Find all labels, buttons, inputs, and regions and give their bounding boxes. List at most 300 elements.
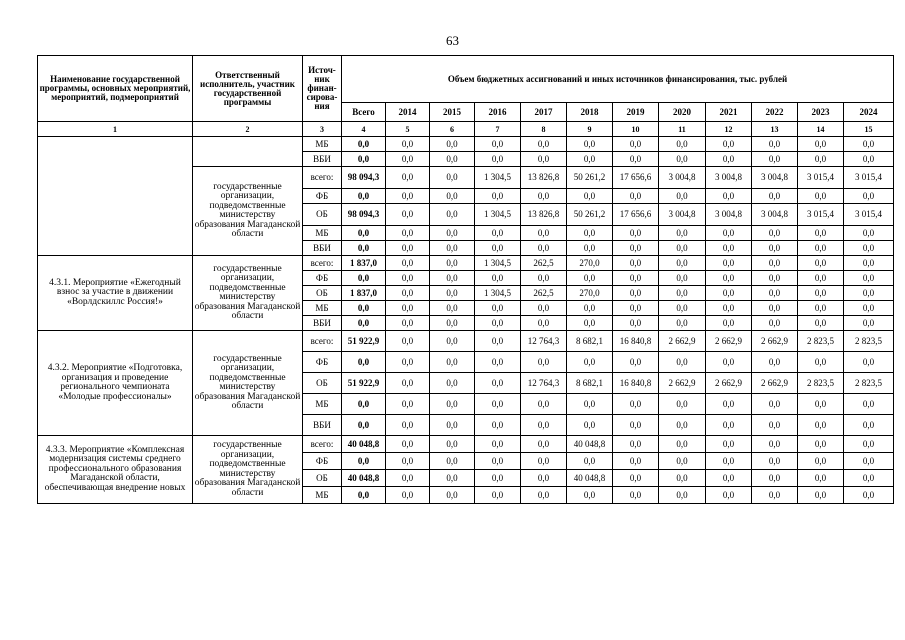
value-year: 0,0	[475, 470, 521, 487]
value-year: 0,0	[475, 331, 521, 352]
value-total: 0,0	[342, 137, 386, 152]
value-year: 0,0	[798, 189, 844, 204]
value-year: 0,0	[752, 436, 798, 453]
value-year: 0,0	[659, 226, 706, 241]
value-year: 0,0	[659, 241, 706, 256]
value-year: 0,0	[521, 152, 567, 167]
value-year: 0,0	[430, 415, 475, 436]
value-year: 0,0	[659, 436, 706, 453]
value-year: 0,0	[844, 241, 894, 256]
value-year: 8 682,1	[567, 331, 613, 352]
value-year: 1 304,5	[475, 204, 521, 226]
value-year: 0,0	[430, 152, 475, 167]
value-year: 0,0	[386, 189, 430, 204]
value-year: 0,0	[521, 316, 567, 331]
value-year: 0,0	[706, 301, 752, 316]
column-number: 1	[38, 122, 193, 137]
value-year: 0,0	[752, 487, 798, 504]
value-year: 1 304,5	[475, 167, 521, 189]
value-year: 0,0	[386, 152, 430, 167]
activity-name: 4.3.1. Мероприятие «Ежегодный взнос за участие в движении «Ворлдскиллс Россия!»	[38, 256, 193, 331]
value-year: 0,0	[706, 152, 752, 167]
column-number: 15	[844, 122, 894, 137]
value-year: 0,0	[430, 241, 475, 256]
value-year: 0,0	[430, 189, 475, 204]
column-number: 7	[475, 122, 521, 137]
value-year: 0,0	[613, 241, 659, 256]
value-year: 0,0	[844, 453, 894, 470]
value-year: 0,0	[567, 271, 613, 286]
value-year: 0,0	[475, 137, 521, 152]
value-year: 0,0	[430, 394, 475, 415]
funding-source: ФБ	[303, 453, 342, 470]
value-year: 0,0	[613, 271, 659, 286]
responsible-executor: государственные организации, подведомственные министерству образования Магаданской области	[193, 436, 303, 504]
value-year: 0,0	[798, 436, 844, 453]
value-year: 0,0	[798, 226, 844, 241]
value-year: 0,0	[613, 487, 659, 504]
value-year: 0,0	[386, 453, 430, 470]
value-year: 0,0	[386, 167, 430, 189]
value-year: 0,0	[613, 415, 659, 436]
value-year: 2 823,5	[798, 373, 844, 394]
value-year: 12 764,3	[521, 373, 567, 394]
value-year: 0,0	[567, 137, 613, 152]
value-year: 0,0	[521, 487, 567, 504]
funding-source: ОБ	[303, 373, 342, 394]
value-year: 0,0	[430, 137, 475, 152]
value-year: 0,0	[706, 352, 752, 373]
value-total: 0,0	[342, 241, 386, 256]
column-number: 6	[430, 122, 475, 137]
value-year: 0,0	[430, 204, 475, 226]
value-year: 40 048,8	[567, 470, 613, 487]
value-year: 0,0	[430, 316, 475, 331]
table-row	[38, 137, 894, 152]
value-year: 0,0	[613, 470, 659, 487]
value-year: 0,0	[659, 352, 706, 373]
header-year-5: 2018	[567, 103, 613, 122]
value-total: 40 048,8	[342, 436, 386, 453]
header-year-10: 2023	[798, 103, 844, 122]
value-year: 40 048,8	[567, 436, 613, 453]
value-year: 0,0	[706, 470, 752, 487]
funding-source: всего:	[303, 436, 342, 453]
value-year: 0,0	[752, 241, 798, 256]
value-year: 0,0	[706, 453, 752, 470]
value-year: 0,0	[752, 394, 798, 415]
value-year: 0,0	[798, 487, 844, 504]
value-year: 0,0	[475, 301, 521, 316]
value-year: 0,0	[844, 352, 894, 373]
value-year: 0,0	[706, 137, 752, 152]
value-year: 0,0	[386, 301, 430, 316]
value-year: 0,0	[706, 394, 752, 415]
header-year-8: 2021	[706, 103, 752, 122]
value-year: 0,0	[567, 415, 613, 436]
value-year: 0,0	[475, 189, 521, 204]
value-year: 0,0	[475, 316, 521, 331]
value-year: 0,0	[475, 487, 521, 504]
column-number: 2	[193, 122, 303, 137]
value-year: 0,0	[567, 226, 613, 241]
value-year: 2 662,9	[752, 331, 798, 352]
table-row	[38, 256, 894, 271]
value-year: 16 840,8	[613, 373, 659, 394]
value-year: 0,0	[613, 301, 659, 316]
value-total: 0,0	[342, 301, 386, 316]
funding-source: МБ	[303, 226, 342, 241]
value-year: 0,0	[706, 271, 752, 286]
value-total: 0,0	[342, 415, 386, 436]
value-year: 0,0	[430, 436, 475, 453]
value-year: 3 015,4	[798, 204, 844, 226]
funding-source: МБ	[303, 301, 342, 316]
value-year: 0,0	[521, 137, 567, 152]
value-year: 0,0	[386, 487, 430, 504]
header-year-1: 2014	[386, 103, 430, 122]
funding-source: ФБ	[303, 189, 342, 204]
column-number: 9	[567, 122, 613, 137]
value-total: 40 048,8	[342, 470, 386, 487]
value-year: 0,0	[752, 226, 798, 241]
value-year: 0,0	[659, 394, 706, 415]
value-year: 0,0	[613, 152, 659, 167]
value-year: 0,0	[706, 316, 752, 331]
value-year: 0,0	[567, 453, 613, 470]
value-year: 0,0	[659, 470, 706, 487]
value-year: 0,0	[521, 470, 567, 487]
value-year: 0,0	[386, 316, 430, 331]
value-year: 50 261,2	[567, 167, 613, 189]
value-year: 3 015,4	[844, 167, 894, 189]
value-year: 1 304,5	[475, 256, 521, 271]
value-year: 0,0	[752, 301, 798, 316]
column-number: 10	[613, 122, 659, 137]
column-number: 14	[798, 122, 844, 137]
value-year: 0,0	[752, 137, 798, 152]
value-year: 0,0	[752, 352, 798, 373]
value-year: 0,0	[659, 271, 706, 286]
value-total: 0,0	[342, 152, 386, 167]
value-year: 0,0	[844, 226, 894, 241]
value-year: 0,0	[521, 241, 567, 256]
value-year: 0,0	[659, 137, 706, 152]
value-year: 1 304,5	[475, 286, 521, 301]
value-year: 0,0	[475, 152, 521, 167]
funding-source: ВБИ	[303, 152, 342, 167]
value-year: 0,0	[844, 137, 894, 152]
value-year: 0,0	[798, 470, 844, 487]
header-year-11: 2024	[844, 103, 894, 122]
value-year: 0,0	[386, 394, 430, 415]
funding-source: МБ	[303, 487, 342, 504]
value-year: 0,0	[475, 436, 521, 453]
value-year: 3 004,8	[659, 204, 706, 226]
responsible-executor: государственные организации, подведомственные министерству образования Магаданской области	[193, 331, 303, 436]
value-year: 0,0	[613, 256, 659, 271]
responsible-executor	[193, 137, 303, 167]
value-year: 0,0	[798, 286, 844, 301]
value-year: 0,0	[798, 453, 844, 470]
value-year: 0,0	[567, 241, 613, 256]
value-year: 0,0	[706, 256, 752, 271]
value-year: 0,0	[386, 352, 430, 373]
value-year: 0,0	[521, 394, 567, 415]
value-year: 0,0	[706, 241, 752, 256]
header-year-7: 2020	[659, 103, 706, 122]
value-year: 0,0	[386, 256, 430, 271]
funding-source: ОБ	[303, 470, 342, 487]
funding-source: всего:	[303, 167, 342, 189]
funding-source: всего:	[303, 256, 342, 271]
value-year: 0,0	[798, 271, 844, 286]
value-year: 0,0	[567, 189, 613, 204]
value-year: 0,0	[386, 241, 430, 256]
value-year: 0,0	[844, 316, 894, 331]
value-year: 0,0	[430, 226, 475, 241]
value-year: 0,0	[613, 453, 659, 470]
value-year: 0,0	[567, 152, 613, 167]
header-program-name: Наименование государственной программы, основных мероприятий, мероприятий, подмероприятий	[38, 56, 193, 122]
value-year: 0,0	[386, 331, 430, 352]
value-year: 0,0	[752, 256, 798, 271]
value-year: 8 682,1	[567, 373, 613, 394]
value-total: 0,0	[342, 453, 386, 470]
value-year: 0,0	[613, 189, 659, 204]
value-year: 0,0	[475, 394, 521, 415]
value-year: 0,0	[430, 331, 475, 352]
value-year: 0,0	[613, 226, 659, 241]
funding-source: ФБ	[303, 271, 342, 286]
value-year: 0,0	[475, 415, 521, 436]
value-year: 0,0	[798, 152, 844, 167]
activity-name: 4.3.3. Мероприятие «Комплексная модернизация системы среднего профессионального образования Магаданской области, обеспечивающая внедрение новых	[38, 436, 193, 504]
value-year: 270,0	[567, 286, 613, 301]
value-total: 0,0	[342, 487, 386, 504]
value-year: 0,0	[613, 436, 659, 453]
activity-name: 4.3.2. Мероприятие «Подготовка, организация и проведение регионального чемпионата «Молодые профессионалы»	[38, 331, 193, 436]
value-year: 0,0	[752, 152, 798, 167]
value-year: 0,0	[659, 316, 706, 331]
funding-source: ВБИ	[303, 241, 342, 256]
value-year: 0,0	[521, 436, 567, 453]
header-responsible: Ответственный исполнитель, участник государственной программы	[193, 56, 303, 122]
value-year: 0,0	[706, 189, 752, 204]
value-year: 0,0	[844, 301, 894, 316]
value-year: 3 004,8	[706, 204, 752, 226]
value-year: 0,0	[430, 352, 475, 373]
value-total: 51 922,9	[342, 373, 386, 394]
value-year: 0,0	[659, 487, 706, 504]
value-year: 0,0	[798, 415, 844, 436]
value-year: 0,0	[430, 256, 475, 271]
value-total: 0,0	[342, 352, 386, 373]
value-total: 51 922,9	[342, 331, 386, 352]
value-year: 0,0	[430, 373, 475, 394]
funding-source: МБ	[303, 137, 342, 152]
value-year: 0,0	[475, 226, 521, 241]
value-total: 0,0	[342, 189, 386, 204]
funding-source: ОБ	[303, 286, 342, 301]
value-year: 0,0	[521, 189, 567, 204]
header-year-3: 2016	[475, 103, 521, 122]
value-year: 0,0	[567, 352, 613, 373]
responsible-executor: государственные организации, подведомственные министерству образования Магаданской области	[193, 256, 303, 331]
value-year: 0,0	[844, 394, 894, 415]
value-year: 0,0	[430, 167, 475, 189]
funding-source: всего:	[303, 331, 342, 352]
value-year: 0,0	[386, 137, 430, 152]
value-year: 0,0	[844, 271, 894, 286]
table-row	[38, 331, 894, 352]
value-year: 0,0	[706, 226, 752, 241]
value-year: 0,0	[475, 373, 521, 394]
value-year: 16 840,8	[613, 331, 659, 352]
value-year: 0,0	[567, 316, 613, 331]
value-year: 0,0	[430, 301, 475, 316]
value-year: 3 004,8	[706, 167, 752, 189]
column-number: 8	[521, 122, 567, 137]
value-year: 0,0	[752, 453, 798, 470]
value-year: 0,0	[798, 394, 844, 415]
value-year: 0,0	[430, 453, 475, 470]
value-year: 0,0	[798, 301, 844, 316]
header-year-4: 2017	[521, 103, 567, 122]
value-year: 0,0	[844, 256, 894, 271]
value-year: 0,0	[475, 271, 521, 286]
funding-source: МБ	[303, 394, 342, 415]
value-year: 0,0	[521, 301, 567, 316]
value-total: 0,0	[342, 271, 386, 286]
value-year: 0,0	[659, 152, 706, 167]
financing-table	[37, 55, 894, 504]
value-year: 2 662,9	[706, 373, 752, 394]
value-year: 2 662,9	[659, 331, 706, 352]
value-year: 0,0	[475, 241, 521, 256]
value-year: 0,0	[613, 352, 659, 373]
value-year: 0,0	[798, 256, 844, 271]
funding-source: ВБИ	[303, 316, 342, 331]
value-year: 0,0	[659, 415, 706, 436]
value-year: 0,0	[798, 137, 844, 152]
value-year: 0,0	[844, 415, 894, 436]
value-year: 2 662,9	[659, 373, 706, 394]
value-year: 0,0	[752, 286, 798, 301]
value-year: 0,0	[844, 286, 894, 301]
value-year: 0,0	[613, 137, 659, 152]
funding-source: ФБ	[303, 352, 342, 373]
value-year: 0,0	[430, 286, 475, 301]
value-year: 0,0	[521, 453, 567, 470]
column-number: 12	[706, 122, 752, 137]
value-year: 0,0	[798, 316, 844, 331]
value-year: 0,0	[386, 470, 430, 487]
value-year: 3 004,8	[752, 204, 798, 226]
value-year: 0,0	[659, 189, 706, 204]
value-year: 0,0	[659, 286, 706, 301]
value-year: 0,0	[430, 271, 475, 286]
table-row	[38, 436, 894, 453]
value-year: 0,0	[659, 453, 706, 470]
value-year: 0,0	[386, 415, 430, 436]
column-number: 5	[386, 122, 430, 137]
value-year: 0,0	[430, 487, 475, 504]
value-total: 0,0	[342, 394, 386, 415]
value-year: 17 656,6	[613, 204, 659, 226]
column-number: 4	[342, 122, 386, 137]
value-year: 0,0	[386, 436, 430, 453]
value-year: 0,0	[521, 352, 567, 373]
column-number: 3	[303, 122, 342, 137]
value-year: 270,0	[567, 256, 613, 271]
value-year: 0,0	[386, 204, 430, 226]
value-year: 0,0	[613, 286, 659, 301]
value-year: 0,0	[567, 301, 613, 316]
header-financing-volume: Объем бюджетных ассигнований и иных источников финансирования, тыс. рублей	[342, 56, 894, 103]
value-year: 3 004,8	[659, 167, 706, 189]
value-year: 0,0	[567, 487, 613, 504]
value-year: 2 823,5	[844, 331, 894, 352]
value-year: 50 261,2	[567, 204, 613, 226]
value-total: 98 094,3	[342, 204, 386, 226]
value-year: 0,0	[386, 286, 430, 301]
header-year-9: 2022	[752, 103, 798, 122]
value-year: 0,0	[521, 415, 567, 436]
value-year: 0,0	[386, 271, 430, 286]
value-year: 0,0	[430, 470, 475, 487]
header-year-2: 2015	[430, 103, 475, 122]
value-year: 0,0	[798, 352, 844, 373]
value-year: 0,0	[844, 189, 894, 204]
value-year: 0,0	[752, 189, 798, 204]
header-source: Источ-ник финан-сирова-ния	[303, 56, 342, 122]
funding-source: ОБ	[303, 204, 342, 226]
value-total: 0,0	[342, 316, 386, 331]
header-year-6: 2019	[613, 103, 659, 122]
value-year: 262,5	[521, 286, 567, 301]
column-number: 11	[659, 122, 706, 137]
header-year-0: Всего	[342, 103, 386, 122]
value-year: 12 764,3	[521, 331, 567, 352]
page-number: 63	[446, 33, 459, 48]
value-total: 1 837,0	[342, 286, 386, 301]
value-year: 262,5	[521, 256, 567, 271]
responsible-executor: государственные организации, подведомственные министерству образования Магаданской области	[193, 167, 303, 256]
value-year: 0,0	[752, 316, 798, 331]
value-year: 0,0	[752, 415, 798, 436]
value-year: 2 823,5	[844, 373, 894, 394]
value-total: 1 837,0	[342, 256, 386, 271]
value-year: 0,0	[613, 394, 659, 415]
value-year: 0,0	[844, 436, 894, 453]
value-year: 17 656,6	[613, 167, 659, 189]
value-year: 2 662,9	[752, 373, 798, 394]
value-year: 0,0	[706, 436, 752, 453]
value-year: 0,0	[521, 271, 567, 286]
column-number: 13	[752, 122, 798, 137]
value-year: 3 015,4	[798, 167, 844, 189]
value-year: 0,0	[706, 487, 752, 504]
funding-source: ВБИ	[303, 415, 342, 436]
value-year: 13 826,8	[521, 204, 567, 226]
value-year: 0,0	[752, 470, 798, 487]
value-year: 0,0	[706, 415, 752, 436]
value-year: 3 004,8	[752, 167, 798, 189]
value-year: 0,0	[475, 453, 521, 470]
value-year: 2 823,5	[798, 331, 844, 352]
value-year: 0,0	[386, 226, 430, 241]
